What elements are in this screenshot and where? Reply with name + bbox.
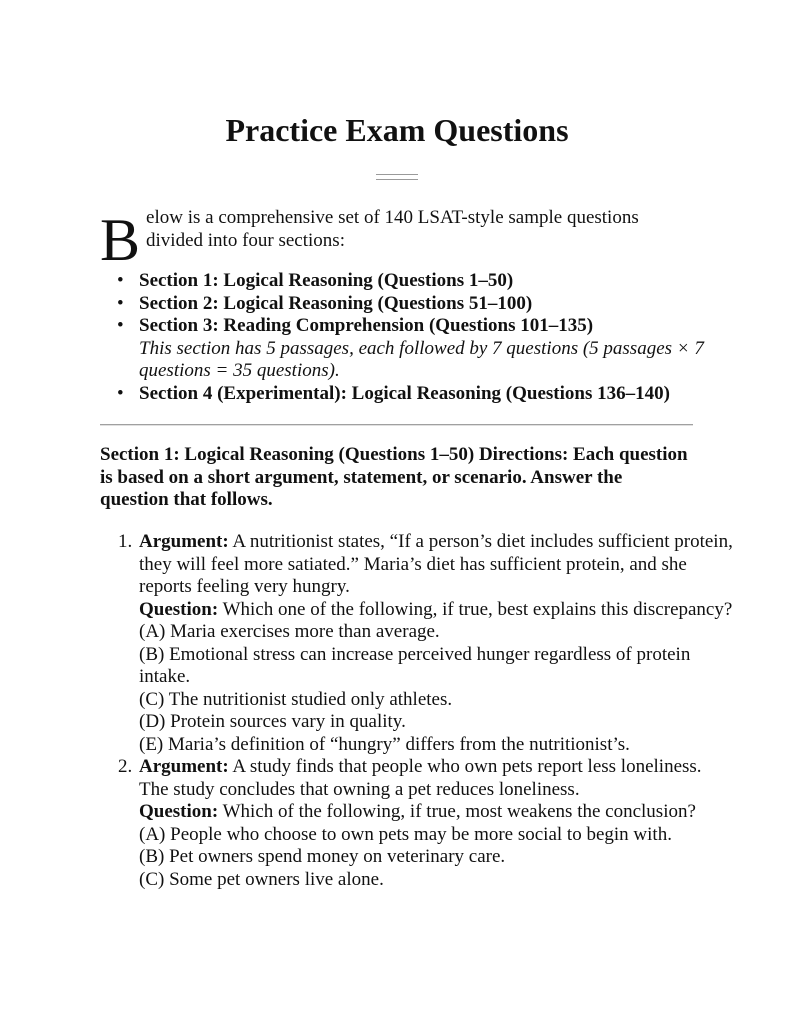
argument-text: A nutritionist states, “If a person’s diet includes sufficient protein, they will feel more satiated.” Maria’s diet has sufficient protein, and she reports feeling very hungry. — [139, 531, 733, 597]
horizontal-rule — [100, 424, 693, 426]
question-label: Question: — [139, 598, 219, 620]
answer-option: (D) Protein sources vary in quality. — [139, 711, 406, 732]
section-list — [100, 270, 733, 405]
section-label: Section 4 (Experimental): Logical Reasoning (Questions 136–140) — [139, 382, 670, 404]
answer-option: (C) Some pet owners live alone. — [139, 868, 384, 890]
title-divider — [376, 174, 418, 180]
argument-line — [139, 756, 733, 801]
bullet-icon: • — [117, 382, 124, 404]
bullet-icon: • — [117, 270, 124, 291]
answer-option: (C) The nutritionist studied only athletes. — [139, 688, 453, 710]
section-label: Section 1: Logical Reasoning (Questions 1–50) — [139, 270, 514, 291]
section-label: Section 2: Logical Reasoning (Questions 51–100) — [139, 292, 533, 314]
argument-text: A study finds that people who own pets report less loneliness. The study concludes that owning a pet reduces loneliness. — [139, 756, 702, 800]
answer-option: (E) Maria’s definition of “hungry” differs from the nutritionist’s. — [139, 733, 630, 755]
section-note: This section has 5 passages, each followed by 7 questions (5 passages × 7 questions = 35 questions). — [139, 337, 704, 381]
section-label: Section 3: Reading Comprehension (Questions 101–135) — [139, 315, 594, 336]
question-text: Which one of the following, if true, best explains this discrepancy? — [222, 598, 733, 620]
answer-option: (A) Maria exercises more than average. — [139, 621, 440, 642]
question-number: 1. — [118, 531, 133, 552]
bullet-icon: • — [117, 292, 124, 314]
section-list-item — [117, 270, 733, 293]
question-item — [118, 531, 733, 756]
argument-label: Argument: — [139, 756, 229, 777]
bullet-icon: • — [117, 315, 124, 336]
drop-cap: B — [100, 207, 141, 273]
question-text: Which of the following, if true, most weakens the conclusion? — [222, 801, 696, 822]
intro-paragraph — [100, 206, 694, 273]
argument-label: Argument: — [139, 531, 229, 552]
section-list-item — [117, 382, 733, 406]
question-line — [139, 599, 733, 622]
question-line — [139, 801, 733, 824]
question-number: 2. — [118, 756, 133, 777]
question-list — [100, 531, 733, 891]
section-list-item — [117, 315, 733, 383]
section-list-item — [117, 292, 733, 316]
section-1-heading: Section 1: Logical Reasoning (Questions 1–50) Directions: Each question is based on a short argument, statement, or scenario. Answer the question that follows. — [100, 444, 688, 510]
argument-line — [139, 531, 733, 599]
intro-text: elow is a comprehensive set of 140 LSAT-style sample questions divided into four sections: — [146, 207, 639, 251]
answer-option: (B) Emotional stress can increase perceived hunger regardless of protein intake. — [139, 643, 691, 687]
question-item — [118, 756, 733, 891]
answer-option: (A) People who choose to own pets may be more social to begin with. — [139, 823, 672, 845]
answer-option: (B) Pet owners spend money on veterinary care. — [139, 846, 506, 867]
page-title: Practice Exam Questions — [225, 112, 569, 148]
question-label: Question: — [139, 801, 219, 822]
